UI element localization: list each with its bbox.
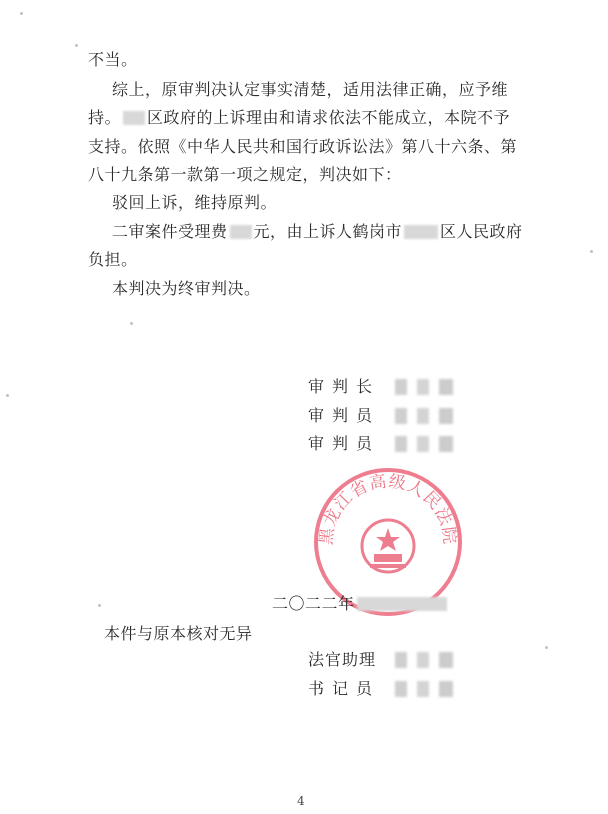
redaction-mark [357, 597, 447, 611]
seal-text: 黑龙江省高级人民法院 [316, 471, 460, 547]
text-line-9: 本判决为终审判决。 [112, 279, 261, 298]
scan-speck [590, 250, 593, 253]
page-number: 4 [297, 794, 305, 808]
scan-speck [545, 646, 548, 649]
scan-speck [98, 604, 101, 607]
judgment-date: 二〇二二年 [272, 594, 449, 614]
redacted-name [395, 436, 459, 452]
scan-speck [75, 44, 78, 47]
text-line-3: 持。 区政府的上诉理由和请求依法不能成立，本院不予 [88, 108, 511, 127]
judge-2-label: 审判员 [308, 434, 381, 453]
redaction-mark [123, 111, 145, 125]
scan-speck [6, 394, 9, 397]
certification-note: 本件与原本核对无异 [104, 624, 253, 643]
clerk-label: 书记员 [308, 679, 381, 698]
text-line-8: 负担。 [88, 250, 138, 269]
redaction-mark [404, 225, 438, 239]
judge-1-label: 审判员 [308, 406, 381, 425]
clerk-assistant-label: 法官助理 [308, 650, 377, 669]
redacted-name [395, 652, 459, 668]
text-line-5: 八十九条第一款第一项之规定，判决如下： [88, 165, 402, 184]
presiding-judge-label: 审判长 [308, 377, 381, 396]
text-line-7: 二审案件受理费 元，由上诉人鹤岗市 区人民政府 [112, 222, 523, 241]
scan-speck [130, 322, 133, 325]
text-line-4: 支持。依照《中华人民共和国行政诉讼法》第八十六条、第 [88, 137, 518, 156]
redacted-name [395, 681, 459, 697]
scan-speck [20, 12, 23, 15]
redacted-name [395, 408, 459, 424]
redaction-mark [230, 225, 252, 239]
text-line-1: 不当。 [88, 50, 138, 69]
redacted-name [395, 379, 459, 395]
text-line-2: 综上，原审判决认定事实清楚，适用法律正确，应予维 [112, 80, 509, 99]
national-emblem-icon [362, 520, 414, 572]
text-line-6: 驳回上诉，维持原判。 [112, 193, 278, 212]
